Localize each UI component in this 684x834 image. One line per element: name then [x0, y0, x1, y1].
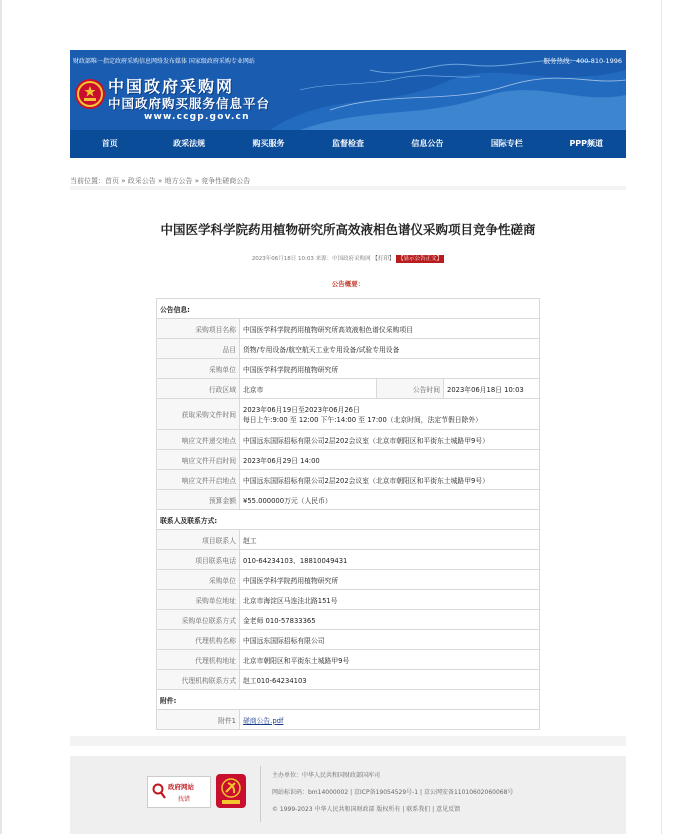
field-label: 附件1	[157, 710, 240, 730]
agent-value: 中国远东国际招标有限公司	[240, 630, 540, 650]
field-label: 响应文件开启时间	[157, 450, 240, 470]
field-label: 采购单位	[157, 359, 240, 379]
table-row	[157, 610, 540, 630]
table-row	[157, 339, 540, 359]
nav-announcements[interactable]: 信息公告	[411, 139, 444, 148]
table-row	[157, 690, 540, 710]
table-row	[157, 650, 540, 670]
nav-purchase-services[interactable]: 购买服务	[252, 139, 285, 148]
attachment-cell	[240, 710, 540, 730]
contact-value: 赵工	[240, 530, 540, 550]
page-frame	[70, 50, 626, 813]
section-heading: 附件:	[157, 690, 540, 710]
attachment-link[interactable]: 磋商公告.pdf	[243, 716, 284, 725]
table-row	[157, 450, 540, 470]
table-row	[157, 670, 540, 690]
table-row	[157, 570, 540, 590]
budget-value: ¥55.000000万元（人民币）	[240, 490, 540, 510]
table-row	[157, 530, 540, 550]
service-hotline: 服务热线：400-810-1996	[543, 57, 622, 65]
field-label: 品目	[157, 339, 240, 359]
table-row	[157, 470, 540, 490]
nav-ppp[interactable]: PPP频道	[569, 139, 604, 148]
section-heading: 公告信息:	[157, 299, 540, 319]
buyer-address-value: 北京市海淀区马连洼北路151号	[240, 590, 540, 610]
project-name-value: 中国医学科学院药用植物研究所高效液相色谱仪采购项目	[240, 319, 540, 339]
table-row	[157, 550, 540, 570]
magnifier-icon	[152, 783, 166, 800]
table-row	[157, 319, 540, 339]
doc-time-hours: 每日上午:9:00 至 12:00 下午:14:00 至 17:00（北京时间，法定节假日除外）	[243, 416, 482, 424]
field-label: 公告时间	[377, 379, 444, 399]
nav-supervision[interactable]: 监督检查	[331, 139, 364, 148]
field-label: 响应文件开启地点	[157, 470, 240, 490]
field-label: 采购项目名称	[157, 319, 240, 339]
buyer-phone-value: 金老师 010-57833365	[240, 610, 540, 630]
field-label: 获取采购文件时间	[157, 399, 240, 430]
region-value: 北京市	[240, 379, 377, 399]
breadcrumb[interactable]: 当前位置：首页 » 政采公告 » 地方公告 » 竞争性磋商公告	[70, 177, 251, 185]
open-time-value: 2023年06月29日 14:00	[240, 450, 540, 470]
site-url: www.ccgp.gov.cn	[144, 112, 250, 122]
footer-copyright[interactable]: © 1999-2023 中华人民共和国财政部 版权所有 | 联系我们 | 意见反馈	[272, 806, 461, 813]
field-label: 行政区域	[157, 379, 240, 399]
field-label: 采购单位	[157, 570, 240, 590]
table-row	[157, 590, 540, 610]
site-logo-subtitle: 中国政府购买服务信息平台	[108, 96, 271, 111]
field-label: 项目联系人	[157, 530, 240, 550]
publish-info: 2023年06月18日 10:03 来源：中国政府采购网	[251, 256, 371, 262]
contact-phone-value: 010-64234103、18810049431	[240, 550, 540, 570]
nav-international[interactable]: 国际专栏	[490, 139, 523, 148]
table-row	[157, 510, 540, 530]
publish-time-value: 2023年06月18日 10:03	[444, 379, 540, 399]
field-label: 预算金额	[157, 490, 240, 510]
doc-time-value	[240, 399, 540, 430]
submit-place-value: 中国远东国际招标有限公司2层202会议室（北京市朝阳区和平街东土城路甲9号）	[240, 430, 540, 450]
field-label: 采购单位地址	[157, 590, 240, 610]
site-banner	[70, 50, 626, 130]
field-label: 代理机构联系方式	[157, 670, 240, 690]
announcement-card	[70, 190, 626, 736]
open-place-value: 中国远东国际招标有限公司2层202会议室（北京市朝阳区和平街东土城路甲9号）	[240, 470, 540, 490]
agent-address-value: 北京市朝阳区和平街东土城路甲9号	[240, 650, 540, 670]
agent-phone-value: 赵工010-64234103	[240, 670, 540, 690]
section-heading: 联系人及联系方式:	[157, 510, 540, 530]
field-label: 代理机构地址	[157, 650, 240, 670]
field-label: 响应文件递交地点	[157, 430, 240, 450]
buyer2-value: 中国医学科学院药用植物研究所	[240, 570, 540, 590]
article-meta	[70, 254, 626, 262]
party-emblem-icon	[216, 774, 246, 808]
footer-registration[interactable]: 网站标识码：bm14000002 | 京ICP备19054529号-1 | 京公网安备11010602060068号	[272, 789, 514, 796]
summary-heading: 公告概要：	[331, 280, 365, 288]
badge-title: 政府网站	[168, 783, 194, 791]
print-link[interactable]: 【打印】	[372, 256, 395, 262]
page-title: 中国医学科学院药用植物研究所高效液相色谱仪采购项目竞争性磋商	[160, 222, 536, 237]
national-emblem-icon	[74, 78, 106, 110]
field-label: 代理机构名称	[157, 630, 240, 650]
nav-home[interactable]: 首页	[101, 139, 118, 148]
doc-time-range: 2023年06月19日至2023年06月26日	[243, 406, 360, 414]
footer-divider	[260, 766, 261, 822]
banner-tagline: 财政部唯一指定政府采购信息网络发布媒体 国家级政府采购专业网站	[73, 58, 255, 65]
badge-subtitle: 找错	[178, 796, 191, 803]
table-row	[157, 630, 540, 650]
nav-regulations[interactable]: 政采法规	[173, 139, 206, 148]
site-logo-title[interactable]: 中国政府采购网	[108, 77, 235, 96]
table-row	[157, 490, 540, 510]
site-footer	[70, 756, 626, 834]
show-body-button[interactable]: 【显示公告正文】	[398, 256, 443, 262]
field-label: 项目联系电话	[157, 550, 240, 570]
field-label: 采购单位联系方式	[157, 610, 240, 630]
table-row	[157, 379, 540, 399]
page-right-border	[661, 0, 662, 834]
table-row	[157, 299, 540, 319]
announcement-table	[156, 298, 540, 730]
page-left-border	[0, 0, 2, 834]
table-row	[157, 399, 540, 430]
buyer-value: 中国医学科学院药用植物研究所	[240, 359, 540, 379]
table-row	[157, 359, 540, 379]
table-row	[157, 430, 540, 450]
footer-sponsor: 主办单位：中华人民共和国财政部国库司	[272, 772, 381, 779]
main-nav	[70, 130, 626, 158]
gov-website-error-badge[interactable]	[147, 776, 211, 808]
table-row	[157, 710, 540, 730]
category-value: 货物/专用设备/航空航天工业专用设备/试验专用设备	[240, 339, 540, 359]
